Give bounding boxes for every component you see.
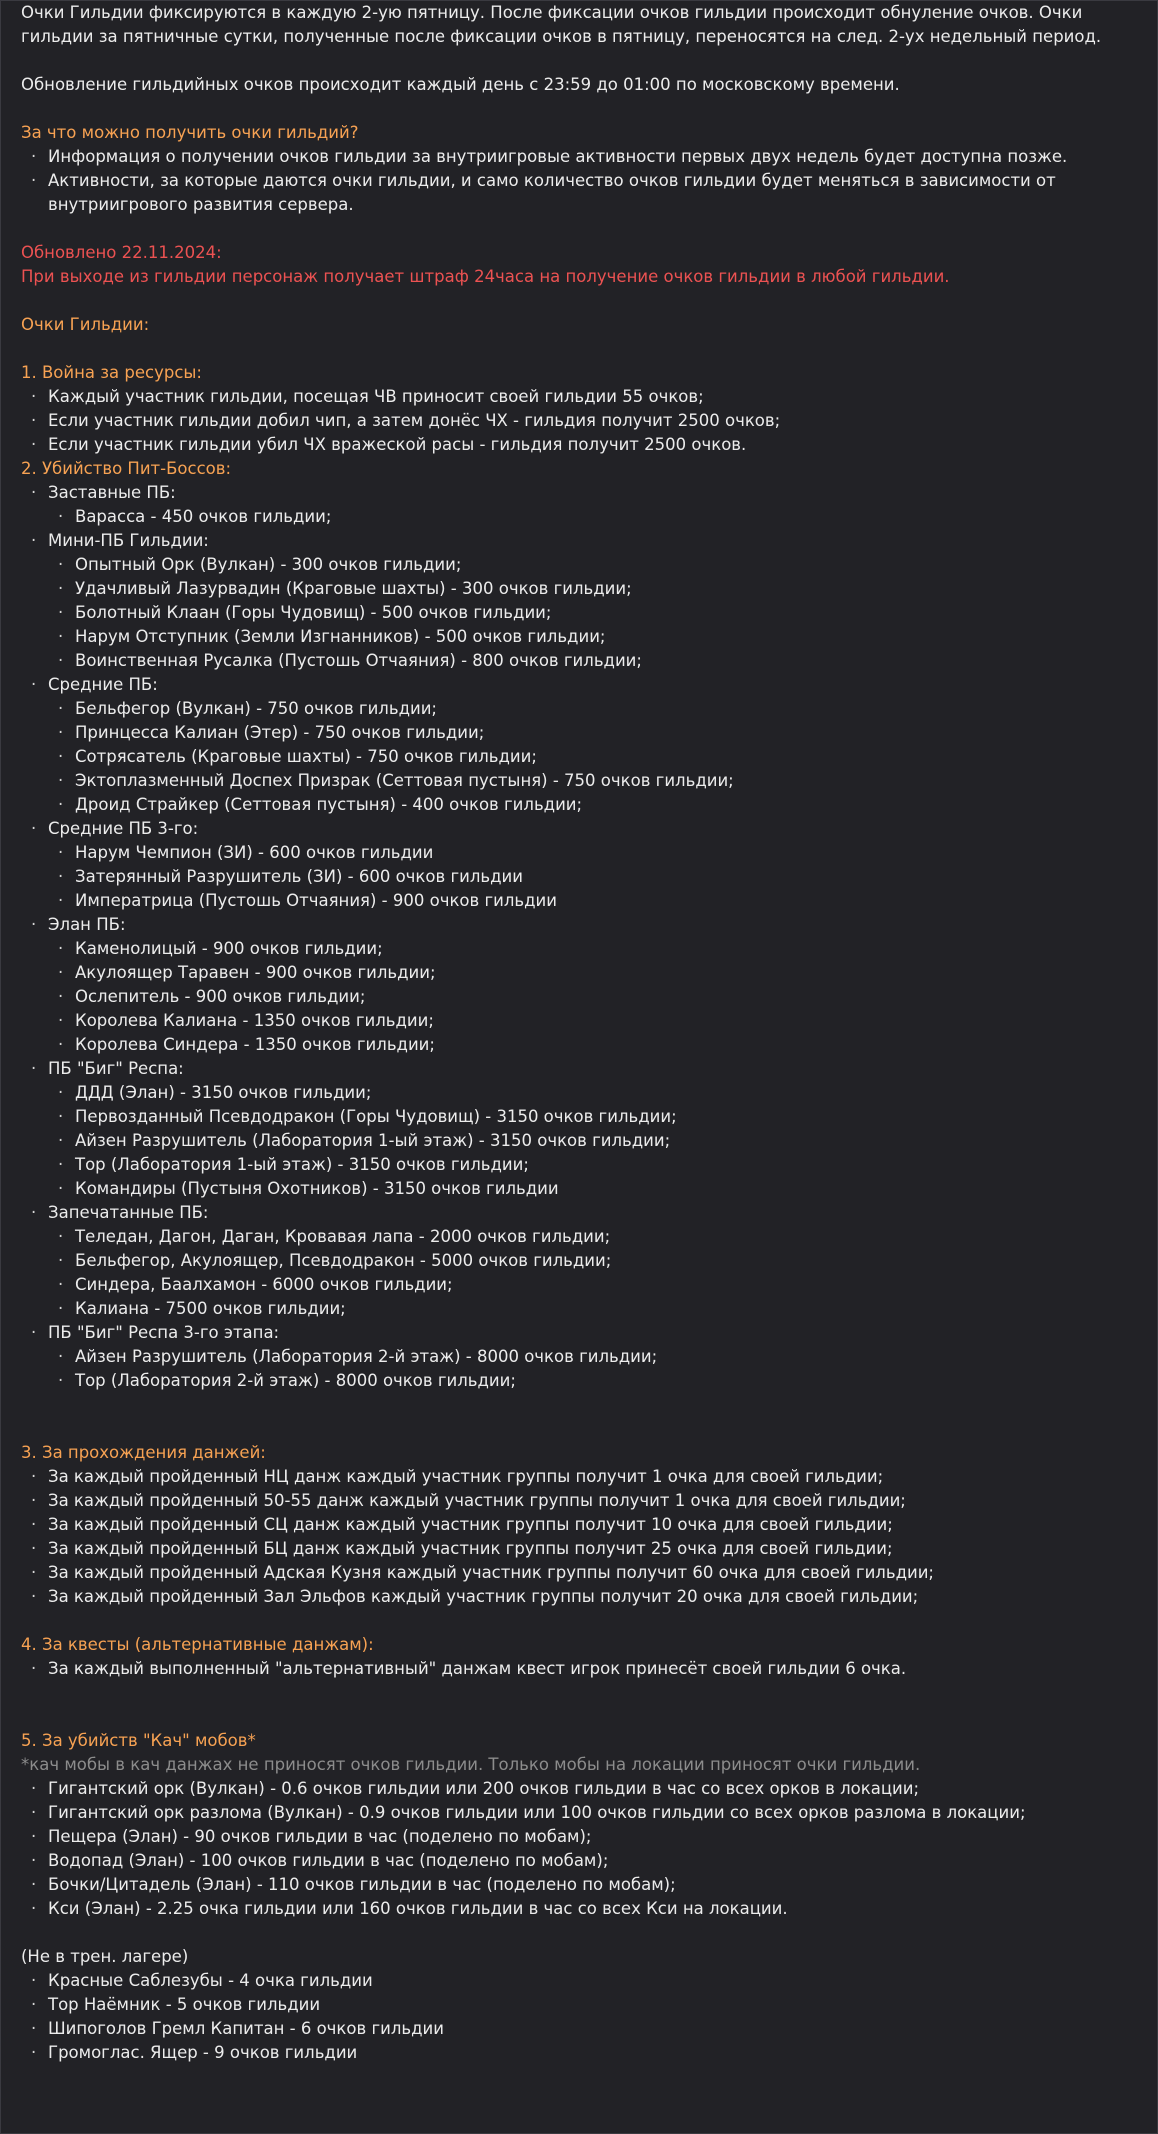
how-to-earn-list xyxy=(21,145,1137,217)
boss-group-label: · ПБ "Биг" Респа 3-го этапа: xyxy=(21,1321,1137,1345)
list-item: · За каждый пройденный НЦ данж каждый участник группы получит 1 очка для своей гильдии; xyxy=(21,1465,1137,1489)
dungeons-list xyxy=(21,1465,1137,1609)
boss-group-label: · ПБ "Биг" Респа: xyxy=(21,1057,1137,1081)
mobs-list xyxy=(21,1777,1137,1921)
list-item: · Если участник гильдии убил ЧХ вражеской расы - гильдия получит 2500 очков. xyxy=(21,433,1137,457)
list-item: · Нарум Отступник (Земли Изгнанников) - 500 очков гильдии; xyxy=(21,625,1137,649)
list-item: · Тор (Лаборатория 2-й этаж) - 8000 очков гильдии; xyxy=(21,1369,1137,1393)
list-item: · За каждый пройденный Зал Эльфов каждый участник группы получит 20 очка для своей гильдии; xyxy=(21,1585,1137,1609)
boss-group-label: · Заставные ПБ: xyxy=(21,481,1137,505)
bosses-section-heading: 2. Убийство Пит-Боссов: xyxy=(21,459,232,478)
boss-group-label: · Средние ПБ 3-го: xyxy=(21,817,1137,841)
list-item: · Гигантский орк (Вулкан) - 0.6 очков гильдии или 200 очков гильдии в час со всех орков в локации; xyxy=(21,1777,1137,1801)
mobs-section-heading: 5. За убийств "Кач" мобов* xyxy=(21,1731,256,1750)
list-item: · Айзен Разрушитель (Лаборатория 1-ый этаж) - 3150 очков гильдии; xyxy=(21,1129,1137,1153)
list-item: · Королева Калиана - 1350 очков гильдии; xyxy=(21,1009,1137,1033)
quests-list xyxy=(21,1657,1137,1681)
list-item: · Шипоголов Гремл Капитан - 6 очков гильдии xyxy=(21,2017,1137,2041)
list-item: · Бельфегор, Акулоящер, Псевдодракон - 5000 очков гильдии; xyxy=(21,1249,1137,1273)
boss-group-label: · Запечатанные ПБ: xyxy=(21,1201,1137,1225)
war-section-heading: 1. Война за ресурсы: xyxy=(21,363,202,382)
list-item: · Кси (Элан) - 2.25 очка гильдии или 160 очков гильдии в час со всех Кси на локации. xyxy=(21,1897,1137,1921)
list-item: · Каменолицый - 900 очков гильдии; xyxy=(21,937,1137,961)
quests-section-heading: 4. За квесты (альтернативные данжам): xyxy=(21,1635,374,1654)
list-item: · Дроид Страйкер (Сеттовая пустыня) - 400 очков гильдии; xyxy=(21,793,1137,817)
list-item: · Затерянный Разрушитель (ЗИ) - 600 очков гильдии xyxy=(21,865,1137,889)
list-item: · Сотрясатель (Краговые шахты) - 750 очков гильдии; xyxy=(21,745,1137,769)
list-item: · Теледан, Дагон, Даган, Кровавая лапа - 2000 очков гильдии; xyxy=(21,1225,1137,1249)
list-item: · Воинственная Русалка (Пустошь Отчаяния) - 800 очков гильдии; xyxy=(21,649,1137,673)
list-item: · За каждый выполненный "альтернативный" данжам квест игрок принесёт своей гильдии 6 очка. xyxy=(21,1657,1137,1681)
list-item: · Тор Наёмник - 5 очков гильдии xyxy=(21,1993,1137,2017)
list-item: · Королева Синдера - 1350 очков гильдии; xyxy=(21,1033,1137,1057)
list-item: · Императрица (Пустошь Отчаяния) - 900 очков гильдии xyxy=(21,889,1137,913)
boss-group-label: · Элан ПБ: xyxy=(21,913,1137,937)
guild-points-heading: Очки Гильдии: xyxy=(21,315,150,334)
list-item: · За каждый пройденный БЦ данж каждый участник группы получит 25 очка для своей гильдии; xyxy=(21,1537,1137,1561)
list-item: · За каждый пройденный 50-55 данж каждый участник группы получит 1 очка для своей гильдии; xyxy=(21,1489,1137,1513)
intro-paragraph: Очки Гильдии фиксируются в каждую 2-ую пятницу. После фиксации очков гильдии происходит обнуление очков. Очки гильдии за пятничные сутки, полученные после фиксации очков в пятницу, переносятся на след. 2-ух недельный период. xyxy=(21,3,1102,46)
list-item: · Командиры (Пустыня Охотников) - 3150 очков гильдии xyxy=(21,1177,1137,1201)
list-item: · Синдера, Баалхамон - 6000 очков гильдии; xyxy=(21,1273,1137,1297)
list-item: · Первозданный Псевдодракон (Горы Чудовищ) - 3150 очков гильдии; xyxy=(21,1105,1137,1129)
list-item: · Акулоящер Таравен - 900 очков гильдии; xyxy=(21,961,1137,985)
mobs-note: *кач мобы в кач данжах не приносят очков гильдии. Только мобы на локации приносят очки гильдии. xyxy=(21,1755,921,1774)
list-item: · Водопад (Элан) - 100 очков гильдии в час (поделено по мобам); xyxy=(21,1849,1137,1873)
list-item: · Болотный Клаан (Горы Чудовищ) - 500 очков гильдии; xyxy=(21,601,1137,625)
list-item: · ДДД (Элан) - 3150 очков гильдии; xyxy=(21,1081,1137,1105)
list-item: · Ослепитель - 900 очков гильдии; xyxy=(21,985,1137,1009)
list-item: · Активности, за которые даются очки гильдии, и само количество очков гильдии будет меняться в зависимости от внутриигрового развития сервера. xyxy=(21,169,1137,217)
update-date-heading: Обновлено 22.11.2024: xyxy=(21,243,222,262)
camp-mobs-list xyxy=(21,1969,1137,2065)
list-item: · Информация о получении очков гильдии за внутриигровые активности первых двух недель будет доступна позже. xyxy=(21,145,1137,169)
camp-subheading: (Не в трен. лагере) xyxy=(21,1947,189,1966)
list-item: · Нарум Чемпион (ЗИ) - 600 очков гильдии xyxy=(21,841,1137,865)
list-item: · Каждый участник гильдии, посещая ЧВ приносит своей гильдии 55 очков; xyxy=(21,385,1137,409)
penalty-notice: При выходе из гильдии персонаж получает штраф 24часа на получение очков гильдии в любой гильдии. xyxy=(21,267,950,286)
list-item: · Калиана - 7500 очков гильдии; xyxy=(21,1297,1137,1321)
list-item: · За каждый пройденный СЦ данж каждый участник группы получит 10 очка для своей гильдии; xyxy=(21,1513,1137,1537)
boss-group-label: · Мини-ПБ Гильдии: xyxy=(21,529,1137,553)
bosses-list xyxy=(21,481,1137,1393)
dungeons-section-heading: 3. За прохождения данжей: xyxy=(21,1443,266,1462)
list-item: · Принцесса Калиан (Этер) - 750 очков гильдии; xyxy=(21,721,1137,745)
list-item: · Удачливый Лазурвадин (Краговые шахты) - 300 очков гильдии; xyxy=(21,577,1137,601)
list-item: · Красные Саблезубы - 4 очка гильдии xyxy=(21,1969,1137,1993)
list-item: · Если участник гильдии добил чип, а затем донёс ЧХ - гильдия получит 2500 очков; xyxy=(21,409,1137,433)
list-item: · За каждый пройденный Адская Кузня каждый участник группы получит 60 очка для своей гильдии; xyxy=(21,1561,1137,1585)
list-item: · Эктоплазменный Доспех Призрак (Сеттовая пустыня) - 750 очков гильдии; xyxy=(21,769,1137,793)
list-item: · Варасса - 450 очков гильдии; xyxy=(21,505,1137,529)
list-item: · Тор (Лаборатория 1-ый этаж) - 3150 очков гильдии; xyxy=(21,1153,1137,1177)
list-item: · Пещера (Элан) - 90 очков гильдии в час (поделено по мобам); xyxy=(21,1825,1137,1849)
list-item: · Айзен Разрушитель (Лаборатория 2-й этаж) - 8000 очков гильдии; xyxy=(21,1345,1137,1369)
list-item: · Гигантский орк разлома (Вулкан) - 0.9 очков гильдии или 100 очков гильдии со всех орков разлома в локации; xyxy=(21,1801,1137,1825)
list-item: · Опытный Орк (Вулкан) - 300 очков гильдии; xyxy=(21,553,1137,577)
war-list xyxy=(21,385,1137,457)
list-item: · Бочки/Цитадель (Элан) - 110 очков гильдии в час (поделено по мобам); xyxy=(21,1873,1137,1897)
how-to-earn-heading: За что можно получить очки гильдий? xyxy=(21,123,359,142)
boss-group-label: · Средние ПБ: xyxy=(21,673,1137,697)
list-item: · Бельфегор (Вулкан) - 750 очков гильдии; xyxy=(21,697,1137,721)
list-item: · Громоглас. Ящер - 9 очков гильдии xyxy=(21,2041,1137,2065)
update-schedule-paragraph: Обновление гильдийных очков происходит каждый день с 23:59 до 01:00 по московскому времени. xyxy=(21,75,900,94)
